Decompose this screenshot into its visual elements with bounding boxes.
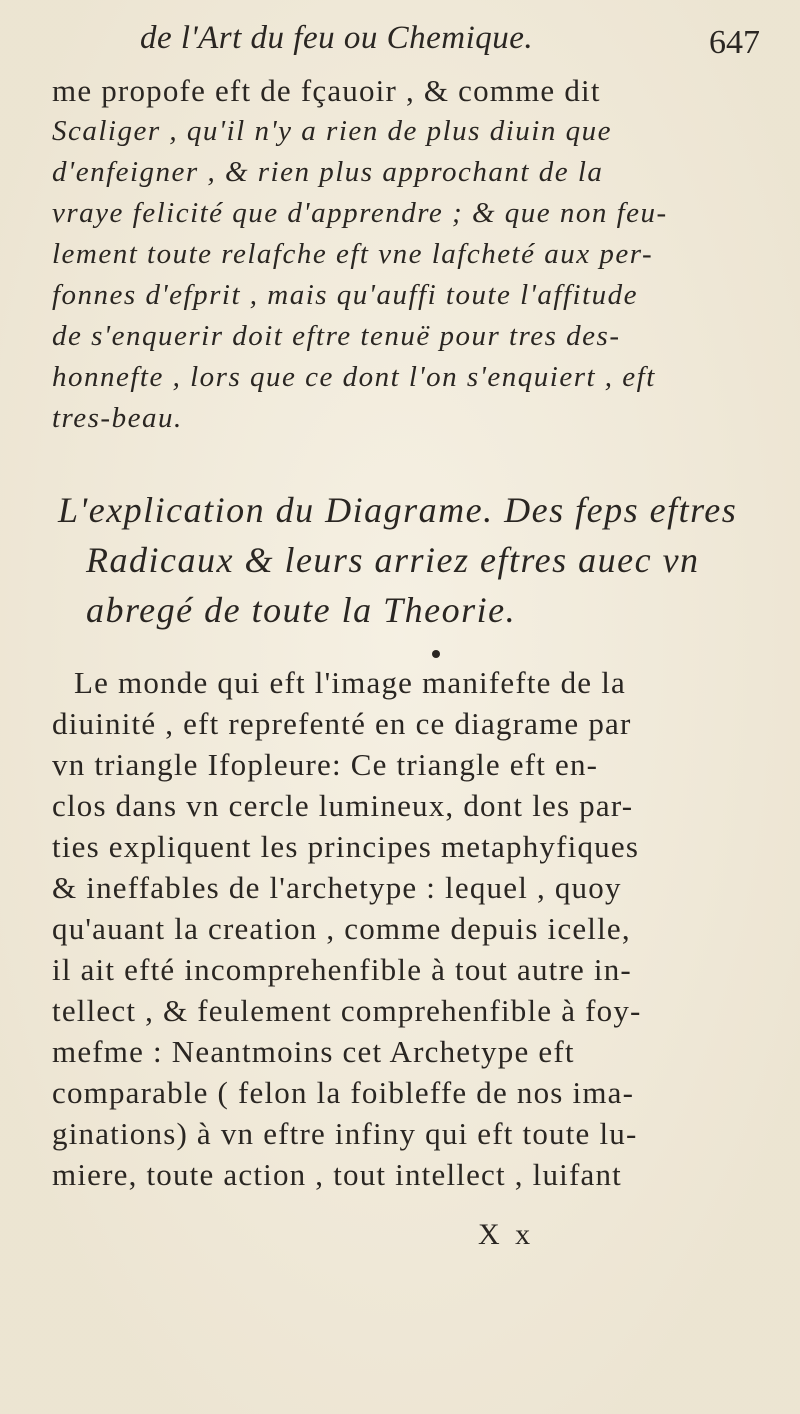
text-line: miere, toute action , tout intellect , luifant xyxy=(52,1157,622,1192)
text-line: Scaliger , qu'il n'y a rien de plus diuin que xyxy=(52,115,612,147)
text-line: ginations) à vn eftre infiny qui eft toute lu- xyxy=(52,1116,638,1151)
paragraph-monde xyxy=(52,662,762,1195)
printer-signature: X x xyxy=(478,1218,535,1251)
ornament-dot xyxy=(432,650,440,658)
text-line: vraye felicité que d'apprendre ; & que non feu- xyxy=(52,197,668,229)
page-number: 647 xyxy=(709,24,760,61)
text-line: d'enfeigner , & rien plus approchant de la xyxy=(52,156,604,188)
heading-line: Radicaux & leurs arriez eftres auec vn xyxy=(86,540,700,580)
running-title: de l'Art du feu ou Chemique. xyxy=(140,20,534,56)
heading-line: L'explication du Diagrame. Des feps eftres xyxy=(58,490,738,530)
text-line: il ait efté incomprehenfible à tout autre in- xyxy=(52,952,632,987)
text-line: diuinité , eft reprefenté en ce diagrame par xyxy=(52,706,632,741)
text-line: lement toute relafche eft vne lafcheté aux per- xyxy=(52,238,654,270)
text-line: de s'enquerir doit eftre tenuë pour tres des- xyxy=(52,320,621,352)
text-line: tellect , & feulement comprehenfible à foy- xyxy=(52,993,642,1028)
text-line: fonnes d'efprit , mais qu'auffi toute l'affitude xyxy=(52,279,638,311)
text-line: vn triangle Ifopleure: Ce triangle eft en- xyxy=(52,747,599,782)
text-line: comparable ( felon la foibleffe de nos ima- xyxy=(52,1075,635,1110)
heading-line: abregé de toute la Theorie. xyxy=(86,590,517,630)
text-line: qu'auant la creation , comme depuis icelle, xyxy=(52,911,631,946)
section-heading xyxy=(58,485,778,635)
text-line: me propofe eft de fçauoir , & comme dit xyxy=(52,73,601,108)
text-line: Le monde qui eft l'image manifefte de la xyxy=(74,665,626,700)
text-line: tres-beau. xyxy=(52,402,183,434)
text-line: ties expliquent les principes metaphyfiques xyxy=(52,829,640,864)
paragraph-scaliger xyxy=(52,70,762,439)
text-line: honnefte , lors que ce dont l'on s'enquiert , eft xyxy=(52,361,656,393)
text-line: & ineffables de l'archetype : lequel , quoy xyxy=(52,870,622,905)
text-line: mefme : Neantmoins cet Archetype eft xyxy=(52,1034,575,1069)
text-line: clos dans vn cercle lumineux, dont les par- xyxy=(52,788,634,823)
page-header xyxy=(140,18,760,68)
